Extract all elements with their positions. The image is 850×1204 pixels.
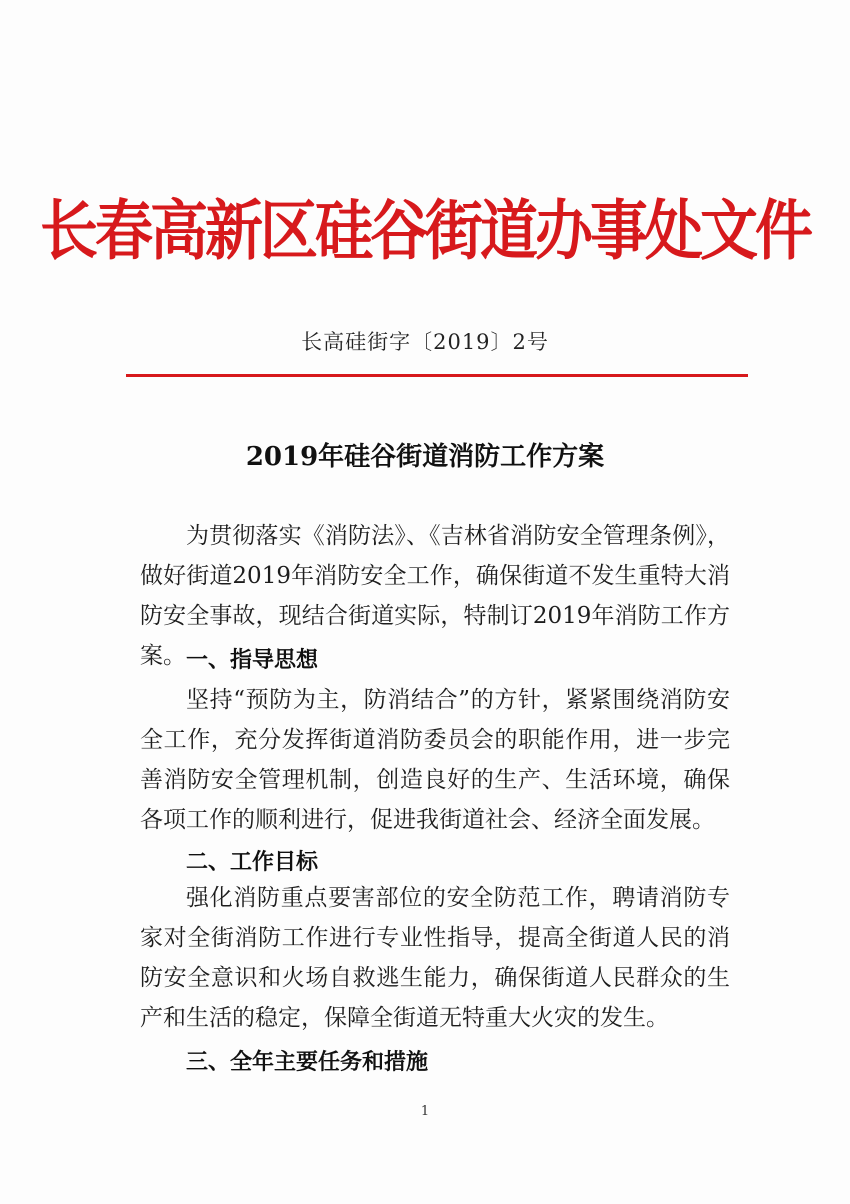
section-body-guiding-ideology: 坚持“预防为主，防消结合”的方针，紧紧围绕消防安全工作，充分发挥街道消防委员会的职能作用，进一步完善消防安全管理机制，创造良好的生产、生活环境，确保各项工作的顺利进行，促进我街道社会、经济全面发展。 [140, 687, 730, 833]
issuer-header-title: 长春高新区硅谷街道办事处文件 [39, 192, 810, 269]
section-heading-work-goals: 二、工作目标 [186, 850, 319, 875]
section-heading-main-tasks: 三、全年主要任务和措施 [186, 1050, 429, 1075]
document-title: 2019年硅谷街道消防工作方案 [245, 442, 605, 472]
document-number: 长高硅街字〔2019〕2号 [301, 330, 549, 354]
section-heading-guiding-ideology: 一、指导思想 [186, 648, 319, 673]
intro-paragraph: 为贯彻落实《消防法》、《吉林省消防安全管理条例》，做好街道2019年消防安全工作，确保街道不发生重特大消防安全事故，现结合街道实际，特制订2019年消防工作方案。 [140, 523, 730, 669]
section-body-work-goals: 强化消防重点要害部位的安全防范工作，聘请消防专家对全街消防工作进行专业性指导，提高全街道人民的消防安全意识和火场自救逃生能力，确保街道人民群众的生产和生活的稳定，保障全街道无特重大火灾的发生。 [140, 885, 730, 1031]
page-number: 1 [420, 1104, 430, 1119]
red-separator-rule [126, 374, 748, 377]
